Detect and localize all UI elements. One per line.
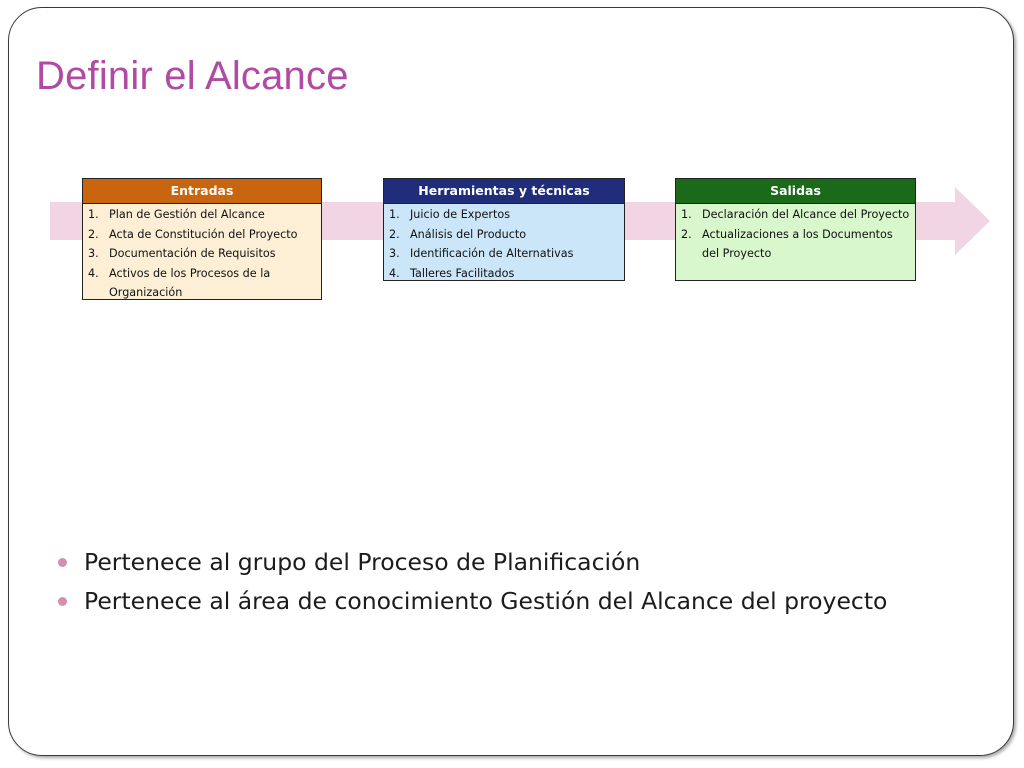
item-number: 4. [88, 266, 99, 280]
list-item [389, 225, 620, 245]
herramientas-box [383, 178, 625, 281]
bullet-text: Pertenece al área de conocimiento Gestión del Alcance del proyecto [84, 587, 888, 615]
item-text: Acta de Constitución del Proyecto [109, 227, 298, 241]
entradas-list [83, 204, 321, 303]
bullet-dot-icon [58, 558, 67, 567]
item-number: 2. [389, 227, 400, 241]
herramientas-header: Herramientas y técnicas [384, 179, 624, 204]
list-item [389, 264, 620, 284]
item-text: Juicio de Expertos [410, 208, 511, 221]
item-number: 1. [88, 208, 99, 221]
slide-frame [8, 7, 1014, 756]
item-number: 2. [88, 227, 99, 241]
list-item [88, 205, 317, 225]
salidas-box [675, 178, 916, 281]
item-number: 3. [389, 247, 400, 261]
item-text: Activos de los Procesos de la Organización [109, 266, 271, 300]
item-text: Documentación de Requisitos [109, 247, 276, 261]
herramientas-list [384, 204, 624, 283]
item-text: Declaración del Alcance del Proyecto [702, 208, 910, 221]
salidas-header: Salidas [676, 179, 915, 204]
bullet-list [56, 544, 887, 622]
item-number: 4. [389, 266, 400, 280]
bullet-item [56, 544, 887, 583]
list-item [88, 264, 317, 303]
list-item [681, 225, 911, 264]
entradas-box [82, 178, 322, 300]
bullet-text: Pertenece al grupo del Proceso de Planificación [84, 548, 641, 576]
list-item [88, 244, 317, 264]
item-text: Identificación de Alternativas [410, 247, 574, 261]
bullet-item [56, 583, 887, 622]
item-text: Plan de Gestión del Alcance [109, 208, 265, 221]
list-item [389, 205, 620, 225]
slide-title: Definir el Alcance [36, 54, 349, 98]
item-text: Talleres Facilitados [410, 266, 515, 280]
salidas-list [676, 204, 915, 264]
item-number: 1. [389, 208, 400, 221]
bullet-dot-icon [58, 597, 67, 606]
entradas-header: Entradas [83, 179, 321, 204]
item-text: Actualizaciones a los Documentos del Proyecto [702, 227, 893, 261]
item-number: 1. [681, 208, 692, 221]
list-item [681, 205, 911, 225]
item-number: 3. [88, 247, 99, 261]
item-number: 2. [681, 227, 692, 241]
list-item [88, 225, 317, 245]
list-item [389, 244, 620, 264]
item-text: Análisis del Producto [410, 227, 527, 241]
